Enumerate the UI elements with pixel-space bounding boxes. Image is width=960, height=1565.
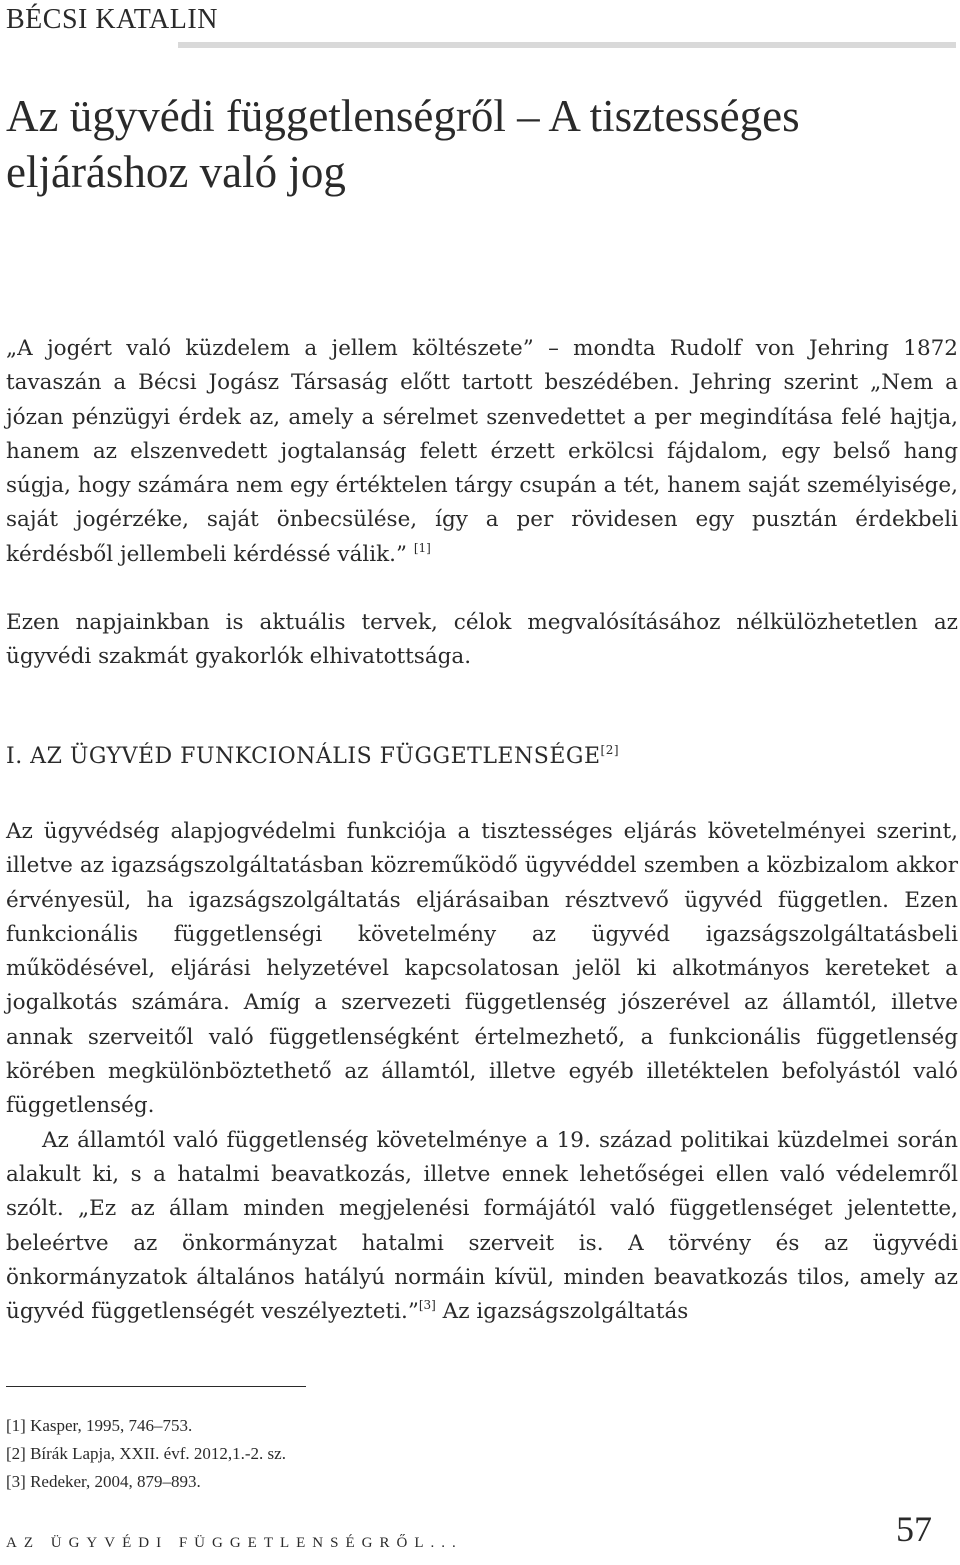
footnote-divider (6, 1386, 306, 1387)
section-heading-text: I. AZ ÜGYVÉD FUNKCIONÁLIS FÜGGETLENSÉGE (6, 744, 601, 769)
footnote-2: [2] Bírák Lapja, XXII. évf. 2012,1.-2. sz. (6, 1444, 286, 1463)
footnote-ref-2[interactable]: [2] (600, 743, 620, 757)
author-name: BÉCSI KATALIN (6, 4, 218, 35)
page-number: 57 (896, 1509, 932, 1549)
section-heading (6, 744, 619, 769)
running-title: AZ ÜGYVÉDI FÜGGETLENSÉGRŐL... (6, 1535, 463, 1551)
footnote-1: [1] Kasper, 1995, 746–753. (6, 1416, 193, 1435)
footnotes (6, 1412, 286, 1496)
paragraph-2-continuation: Az igazságszolgáltatás (435, 1299, 689, 1325)
epigraph-text: „A jogért való küzdelem a jellem költészete” – mondta Rudolf von Jehring 1872 tavaszán a Bécsi Jogász Társaság előtt tartott beszédében. Jehring szerint „Nem a józan pénzügyi érdek az, amely a sérelmet szenvedettet a per megindítása felé hajtja, hanem az elszenvedett jogtalanság felett érzett erkölcsi fájdalom, egy belső hang súgja, hogy számára nem egy értéktelen tárgy csupán a tét, hanem saját személyisége, saját jogérzéke, saját önbecsülése, így a per rövidesen egy pusztán érdekbeli kérdésből jellembeli kérdéssé válik.” (6, 336, 958, 567)
footnote-ref-3[interactable]: [3] (418, 1298, 436, 1313)
article-title: Az ügyvédi függetlenségről – A tisztességes eljáráshoz való jog (6, 91, 800, 197)
footnote-ref-1[interactable]: [1] (413, 540, 431, 555)
intro-paragraph: Ezen napjainkban is aktuális tervek, célok megvalósításához nélkülözhetetlen az ügyvédi szakmát gyakorlók elhivatottsága. (6, 610, 958, 670)
header-rule (178, 42, 956, 48)
epigraph-paragraph (6, 332, 958, 572)
footnote-3: [3] Redeker, 2004, 879–893. (6, 1472, 201, 1491)
paragraph-2-text: Az államtól való függetlenség követelménye a 19. század politikai küzdelmei során alakult ki, s a hatalmi beavatkozás, illetve ennek lehetőségei ellen való védelemről szólt. „Ez az állam minden megjelenési formájától való függetlenséget jelentette, beleértve az önkormányzat hatalmi szerveit is. A törvény és az ügyvédi önkormányzatok általános hatályú normáin kívül, minden beavatkozás tilos, amely az ügyvéd függetlenségét veszélyezteti.” (6, 1127, 958, 1325)
section-body (6, 815, 958, 1329)
section-paragraph-2 (6, 1124, 958, 1330)
section-paragraph-1: Az ügyvédség alapjogvédelmi funkciója a tisztességes eljárás követelményei szerint, illetve az igazságszolgáltatásban közreműködő ügyvéddel szemben a közbizalom akkor érvényesül, ha igazságszolgáltatás eljárásaiban résztvevő ügyvéd független. Ezen funkcionális függetlenségi követelmény az ügyvéd igazságszolgáltatásbeli működésével, eljárási helyzetével kapcsolatosan jelöl ki alkotmányos kereteket a jogalkotás számára. Amíg a szervezeti függetlenség jószerével az államtól, illetve annak szerveitől való függetlenségként értelmezhető, a funkcionális függetlenség körében megkülönböztethető az államtól, illetve egyéb illetéktelen befolyástól való függetlenség. (6, 819, 958, 1119)
